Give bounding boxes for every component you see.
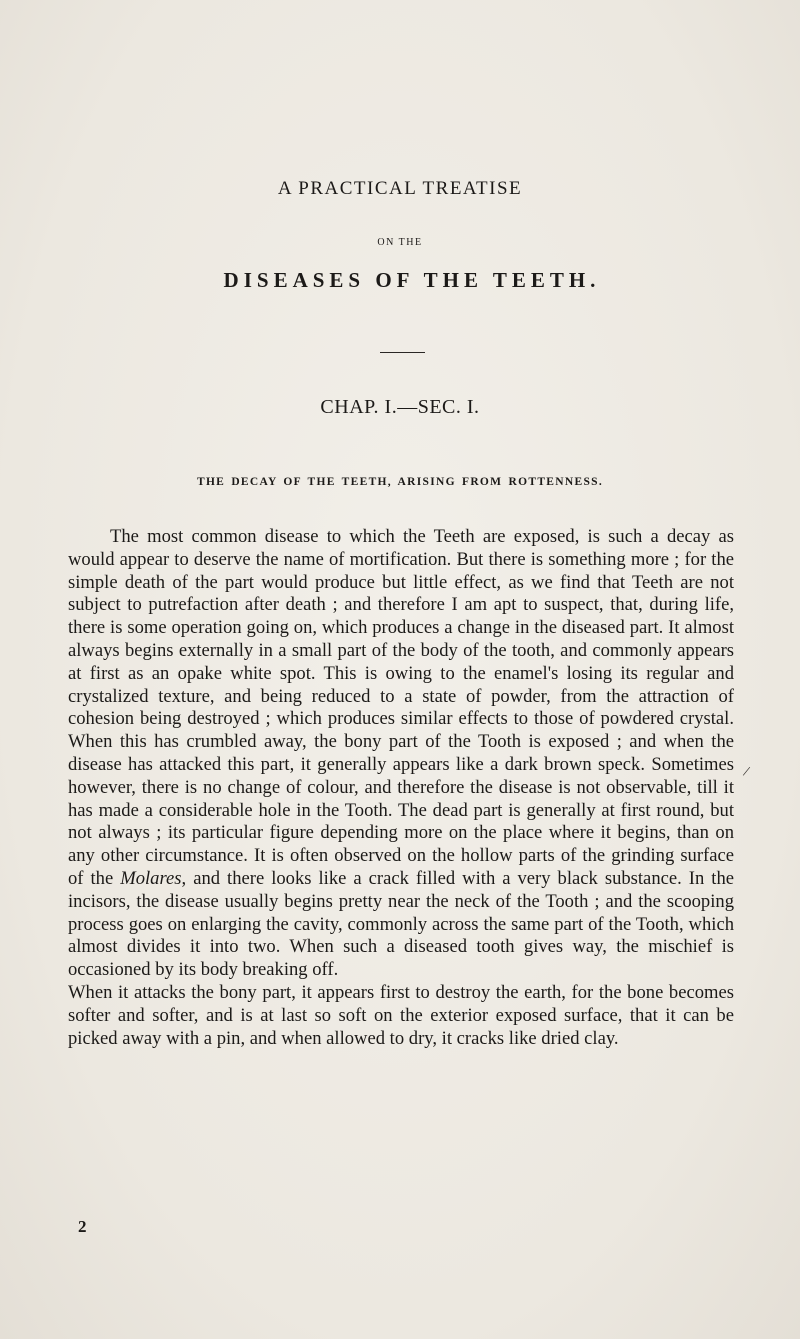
paragraph-1: [68, 526, 734, 982]
title-divider: [380, 352, 425, 353]
margin-mark: /: [741, 763, 751, 781]
title-line-1: A PRACTICAL TREATISE: [277, 178, 523, 199]
italic-term-molares: Molares: [120, 867, 182, 889]
title-line-2: ON THE: [377, 237, 423, 248]
paragraph-1-end: , and there looks like a crack filled with a very black substance. In the incisors, the disease usually begins pretty near the neck of the Tooth ; and the scooping process goes on enlarging the cavity, commonly across the same part of the Tooth, which almost divides it into two. When such a diseased tooth gives way, the mischief is occasioned by its body breaking off.: [68, 867, 734, 981]
section-subheading: THE DECAY OF THE TEETH, ARISING FROM ROTTENNESS.: [196, 476, 604, 488]
title-line-3: DISEASES OF THE TEETH.: [223, 268, 601, 292]
paragraph-1-text: The most common disease to which the Teeth are exposed, is such a decay as would appear to deserve the name of mortification. But there is something more ; for the simple death of the part would produce but little effect, as we find that Teeth are not subject to putrefaction after death ; and therefore I am apt to suspect, that, during life, there is some operation going on, which produces a change in the diseased part. It almost always begins externally in a small part of the body of the tooth, and commonly appears at first as an opake white spot. This is owing to the enamel's losing its regular and crystalized texture, and being reduced to a state of powder, from the attraction of cohesion being destroyed ; which produces similar effects to those of powdered crystal. When this has crumbled away, the bony part of the Tooth is exposed ; and when the disease has attacked this part, it generally appears like a dark brown speck. Sometimes however, there is no change of colour, and therefore the disease is not observable, till it has made a considerable hole in the Tooth. The dead part is generally at first round, but not always ; its particular figure depending more on the place where it begins, than on any other circumstance. It is often observed on the hollow parts of the grinding surface of the: [68, 526, 734, 889]
paragraph-2: When it attacks the bony part, it appears first to destroy the earth, for the bone becomes softer and softer, and is at last so soft on the exterior exposed surface, that it can be picked away with a pin, and when allowed to dry, it cracks like dried clay.: [68, 981, 734, 1049]
page-number: 2: [78, 1217, 87, 1236]
body-text: [68, 526, 734, 1050]
chapter-heading: CHAP. I.—SEC. I.: [320, 396, 480, 418]
